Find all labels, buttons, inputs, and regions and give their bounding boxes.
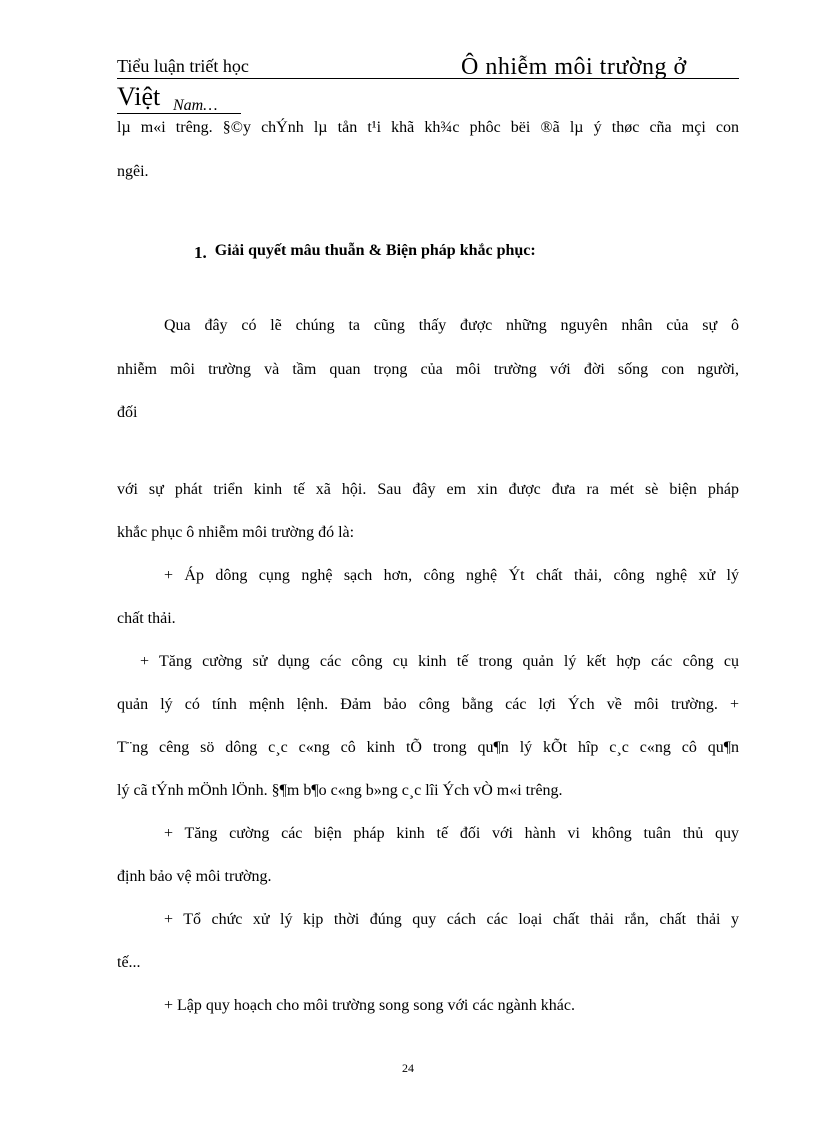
measure-1-line-2: chất thải. xyxy=(117,610,176,627)
paragraph1-line-1: Qua đây có lẽ chúng ta cũng thấy được những nguyên nhân của sự ô xyxy=(164,317,739,334)
measure-1-line-1: + Áp dông cụng nghệ sạch hơn, công nghệ Ýt chất thải, công nghệ xử lý xyxy=(164,567,739,584)
measure-2-line-4: lý cã tÝnh mÖnh lÖnh. §¶m b¶o c«ng b»ng c¸c lîi Ých vÒ m«i trêng. xyxy=(117,782,563,799)
section-number: 1. xyxy=(194,243,207,262)
section-title: Giải quyết mâu thuẫn & Biện pháp khắc phục: xyxy=(214,242,536,259)
measure-3-line-2: định bảo vệ môi trường. xyxy=(117,868,272,885)
paragraph1-line-3: đối xyxy=(117,404,138,421)
header-second-row xyxy=(117,79,241,114)
header-title-row xyxy=(117,50,739,79)
measure-2-line-2: quản lý có tính mệnh lệnh. Đảm bảo công bằng các lợi Ých về môi trường. + xyxy=(117,696,739,713)
section-heading xyxy=(194,240,536,260)
page-number: 24 xyxy=(402,1061,414,1075)
header-left-title: Tiểu luận triết học xyxy=(117,56,249,76)
measure-2-line-3: T¨ng cêng sö dông c¸c c«ng cô kinh tÕ trong qu¶n lý kÕt hîp c¸c c«ng cô qu¶n xyxy=(117,739,739,756)
measure-5-line-1: + Lập quy hoạch cho môi trường song song với các ngành khác. xyxy=(164,997,575,1014)
intro-line-2: ngêi. xyxy=(117,163,149,180)
measure-4-line-2: tế... xyxy=(117,954,141,971)
paragraph2-line-1: với sự phát triển kinh tế xã hội. Sau đây em xin được đưa ra mét sè biện pháp xyxy=(117,481,739,498)
header-second-line-small: Nam… xyxy=(173,97,218,114)
header-right-title: Ô nhiễm môi trường ở xyxy=(461,54,687,80)
paragraph2-line-2: khắc phục ô nhiễm môi trường đó là: xyxy=(117,524,355,541)
header-second-line-main: Việt xyxy=(117,82,161,111)
measure-4-line-1: + Tổ chức xử lý kịp thời đúng quy cách các loại chất thải rắn, chất thải y xyxy=(164,911,739,928)
page-header xyxy=(117,50,739,114)
measure-3-line-1: + Tăng cường các biện pháp kinh tế đối với hành vi không tuân thủ quy xyxy=(164,825,739,842)
measure-2-line-1: + Tăng cường sử dụng các công cụ kinh tế trong quản lý kết hợp các công cụ xyxy=(140,653,739,670)
paragraph1-line-2: nhiễm môi trường và tầm quan trọng của môi trường với đời sống con người, xyxy=(117,361,739,378)
intro-line-1: lµ m«i trêng. §©y chÝnh lµ tån t¹i khã kh¾c phôc bëi ®ã lµ ý thøc cña mçi con xyxy=(117,119,739,136)
